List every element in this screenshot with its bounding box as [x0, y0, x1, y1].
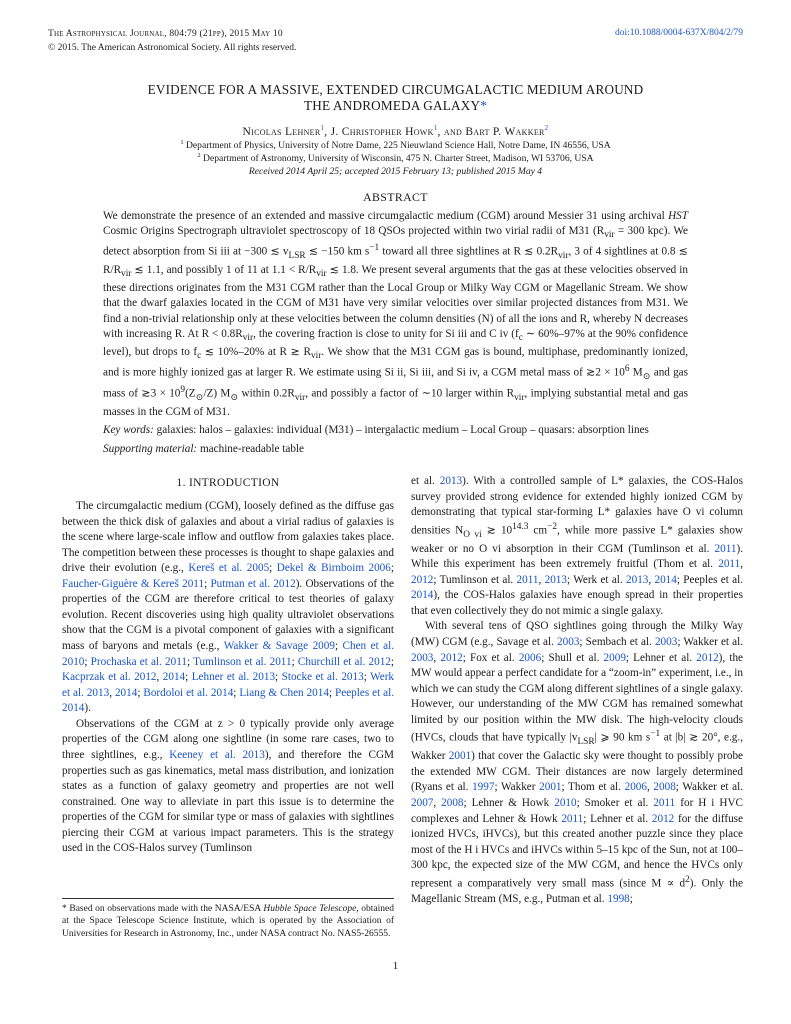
abstract-sub: vir [558, 251, 569, 262]
abstract-sup: 9 [180, 384, 186, 395]
body-text: cm [528, 524, 548, 537]
citation-separator: ; Sembach et al. [579, 635, 655, 648]
citation-separator: ; Werk et al. [566, 573, 626, 586]
title-footnote-marker[interactable]: * [480, 98, 487, 114]
citation-link[interactable]: 2011 [561, 812, 584, 825]
abstract-text: ≲ −150 km s [305, 246, 370, 259]
section-heading: 1. INTRODUCTION [176, 477, 280, 489]
publication-dates: Received 2014 April 25; accepted 2015 February 13; published 2015 May 4 [248, 165, 543, 177]
body-text: The circumgalactic medium (CGM), loosely defined as the diffuse gas between the thick disk of galaxies and about a virial radius of galaxies is the scene where large-scale inflow and outflow from galaxies takes place. The competition between these processes is thought to shape galaxies and drive their evolution (e.g., [62, 499, 394, 575]
body-text: ; [629, 893, 633, 906]
citation-link[interactable]: Wakker & Savage 2009 [223, 640, 335, 653]
citation-separator: ; [291, 655, 298, 668]
footnote-body: Based on observations made with the NASA/ESA [66, 904, 264, 914]
author-separator: , [324, 125, 331, 138]
citation-link[interactable]: 2010 [554, 796, 577, 809]
abstract-sub: vir [121, 269, 132, 280]
citation-separator: , [538, 573, 545, 586]
citation-separator: ; [363, 671, 371, 684]
citation-link[interactable]: 2012 [651, 812, 675, 825]
citation-link[interactable]: Kereš et al. 2005 [188, 562, 270, 575]
citation-separator: ; [275, 671, 282, 684]
citation-separator: ; Fox et al. [462, 651, 519, 664]
body-text: , while more passive L* galaxies show weaker or no O vi absorption in their CGM (Tumlinson et al. [411, 524, 744, 555]
citation-link[interactable]: Stocke et al. 2013 [281, 671, 364, 684]
citation-separator: , [433, 796, 442, 809]
body-paragraph [411, 619, 743, 907]
body-text: ) that cover the Galactic sky were thought to possibly probe the extended MW CGM. Their distances are now largely determined (Ryans et al. [411, 750, 743, 794]
citation-separator: ; [204, 577, 211, 590]
citation-link[interactable]: 1998 [607, 893, 630, 906]
abstract-sup: 6 [624, 364, 630, 375]
abstract-text: . We show that the M31 CGM gas is bound, multiphase, predominantly ionized, and is more highly ionized gas at larger R. We estimate using Si ii, Si iii, and Si iv, a CGM metal mass of ≳2 × 10 [103, 346, 688, 379]
citation-separator: ; [328, 686, 335, 699]
body-paragraph [62, 499, 394, 717]
body-text: ). With a controlled sample of L* galaxies, the COS-Halos survey provided strong evidence for extended highly ionized CGM by demonstrating that typical star-forming L* galaxies have O vi column densities N [411, 475, 743, 537]
affiliation-number: 1 [180, 139, 184, 146]
body-paragraph [411, 474, 743, 619]
footnote-text [62, 903, 394, 940]
citation-separator: ; [185, 671, 192, 684]
abstract-text: , and possibly a factor of ∼10 larger within R [305, 387, 515, 400]
abstract-text: We demonstrate the presence of an extended and massive circumgalactic medium (CGM) around Messier 31 using archival [103, 210, 669, 222]
abstract-paragraph [103, 209, 688, 420]
citation-separator: ; Wakker et al. [677, 635, 744, 648]
body-text: ), the COS-Halos galaxies have enough spread in their properties that even collectively they do not mimic a single galaxy. [411, 589, 743, 617]
citation-separator: ; Shull et al. [541, 651, 604, 664]
citation-separator: ; [187, 655, 194, 668]
citation-link[interactable]: 2006 [624, 781, 647, 794]
citation-separator: , [648, 573, 655, 586]
title-line-2 [60, 98, 731, 114]
affiliation-marker[interactable]: 2 [544, 124, 549, 132]
citation-link[interactable]: 2012 [411, 573, 434, 586]
abstract-text: ≲ 1.1, and possibly 1 of 11 at 1.1 < R/R [131, 264, 317, 277]
supporting-material-link[interactable]: machine-readable table [197, 443, 305, 456]
citation-link[interactable]: Prochaska et al. 2011 [90, 655, 188, 668]
citation-link[interactable]: 2003 [411, 651, 434, 664]
abstract-sub: vir [242, 333, 254, 344]
affiliation-text: Department of Physics, University of Notre Dame, 225 Nieuwland Science Hall, Notre Dame, IN 46556, USA [185, 140, 611, 152]
citation-separator: ; Smoker et al. [576, 796, 654, 809]
citation-separator: ; Lehner et al. [583, 812, 652, 825]
abstract-text: within 0.2R [238, 387, 295, 400]
body-text: ). Only the Magellanic Stream (MS, e.g., Putman et al. [411, 877, 743, 906]
paper-title [60, 82, 731, 114]
supporting-material [103, 442, 688, 457]
body-sup: 14.3 [512, 521, 529, 532]
journal-citation: The Astrophysical Journal, 804:79 (21pp), 2015 May 10 [48, 29, 283, 39]
keywords-label: Key words: [103, 423, 154, 436]
abstract-text: (Z [185, 387, 196, 400]
abstract-text: ≲ 1.8. We present several arguments that the gas at these velocities observed in these directions originates from the M31 CGM rather than the Local Group or Milky Way CGM or Magellanic Stream. We show that the dwarf galaxies located in the CGM of M31 have very similar velocities over similar projected distances from M31. We find a non-trivial relationship only at these velocities between the column densities (N) of all the ions and R, whereby N decreases with increasing R. At R < 0.8R [103, 264, 688, 341]
body-sup: −2 [547, 521, 558, 532]
citation-link[interactable]: Faucher-Giguère & Kereš 2011 [62, 577, 205, 590]
abstract-text: Cosmic Origins Spectrograph ultraviolet spectroscopy of 18 QSOs projected within two virial radii of M31 (R [103, 225, 605, 238]
citation-link[interactable]: 1997 [472, 781, 495, 794]
body-text: et al. [411, 475, 440, 487]
citation-separator: ; Tumlinson et al. [433, 573, 517, 586]
citation-link[interactable]: Liang & Chen 2014 [239, 686, 329, 699]
affiliation-number: 2 [197, 152, 201, 160]
citation-link[interactable]: 2013 [439, 475, 463, 487]
footnote [62, 898, 394, 940]
abstract-text: M [629, 366, 643, 379]
abstract-sub: vir [310, 351, 322, 362]
author-separator: , and [437, 125, 466, 138]
abstract-sub: c [197, 351, 202, 362]
abstract-sub: ⊙ [642, 372, 651, 383]
affiliation-marker[interactable]: 1 [320, 124, 325, 132]
author-name: Nicolas Lehner [242, 125, 321, 138]
citation-separator: ; Wakker et al. [675, 781, 744, 794]
abstract-text: , implying substantial metal and gas masses in the CGM of M31. [103, 387, 688, 418]
citation-separator: ; [84, 655, 91, 668]
copyright-notice: © 2015. The American Astronomical Society. All rights reserved. [48, 42, 297, 53]
abstract-heading: ABSTRACT [363, 190, 428, 204]
affiliation-1 [60, 139, 731, 152]
body-paragraph [62, 717, 394, 857]
citation-link[interactable]: 2014 [162, 671, 186, 684]
citation-separator: , [109, 686, 115, 699]
citation-separator: ; Peeples et al. [676, 573, 743, 586]
affiliation-text: Department of Astronomy, University of Wisconsin, 475 N. Charter Street, Madison, WI 53706, USA [203, 153, 594, 165]
citation-separator: ; Lehner & Howk [463, 796, 555, 809]
abstract-sub: c [518, 333, 523, 344]
supporting-material-label: Supporting material: [103, 443, 198, 456]
body-text: With several tens of QSO sightlines going through the Milky Way (MW) CGM (e.g., Savage et al. [411, 620, 743, 648]
citation-separator: ; [137, 686, 144, 699]
footnote-marker: * [62, 904, 67, 914]
abstract-sub: vir [514, 392, 525, 403]
page-number: 1 [392, 960, 399, 972]
citation-separator: ; Wakker [494, 781, 540, 794]
citation-link[interactable]: Churchill et al. 2012 [297, 655, 391, 668]
citation-link[interactable]: 2003 [557, 635, 580, 648]
abstract-sub: LSR [288, 251, 306, 262]
citation-link[interactable]: Lehner et al. 2013 [191, 671, 276, 684]
abstract-text: toward all three sightlines at R ≲ 0.2R [379, 246, 559, 259]
citation-link[interactable]: 2014 [654, 573, 677, 586]
body-text: ≳ 10 [481, 524, 513, 537]
abstract-sub: ⊙ [195, 392, 204, 403]
abstract-text: ≲ 10%–20% at R ≳ R [201, 346, 311, 359]
title-line-1: EVIDENCE FOR A MASSIVE, EXTENDED CIRCUMGALACTIC MEDIUM AROUND [147, 82, 644, 97]
citation-link[interactable]: 2011 [718, 558, 741, 571]
abstract-text: , 3 of 4 sightlines at 0.8 ≲ R/R [103, 246, 688, 277]
citation-link[interactable]: Kacprzak et al. 2012 [62, 671, 157, 684]
abstract-sub: vir [294, 392, 306, 403]
body-text: ), the MW would appear a perfect candidate for a “zoom-in” experiment, i.e., in which we can study the CGM along different sightlines of a single galaxy. However, our understanding of the MW CGM has remained somewhat limited by our position within the MW disk. The high-velocity clouds (HVCs, clouds that have typically |v [411, 651, 744, 745]
citation-link[interactable]: Bordoloi et al. 2014 [143, 686, 234, 699]
abstract-text: , the covering fraction is close to unity for Si iii and C iv (f [253, 328, 519, 341]
body-text: Observations of the CGM at z > 0 typically provide only average properties of the CGM along one sightline (in some rare cases, two to three sightlines, e.g., [62, 717, 394, 761]
body-text: ). [84, 702, 91, 715]
abstract-text: HST [668, 210, 688, 222]
citation-separator: ; Lehner et al. [625, 651, 697, 664]
citation-link[interactable]: 2008 [441, 796, 464, 809]
citation-link[interactable]: 2001 [448, 750, 472, 763]
abstract-body [103, 209, 688, 458]
body-sup: −1 [650, 729, 661, 740]
abstract-sub: ⊙ [230, 392, 239, 403]
affiliation-2 [60, 152, 731, 165]
citation-link[interactable]: 2008 [653, 781, 676, 794]
body-text: at |b| ≳ 20°, e.g., Wakker [411, 732, 743, 763]
abstract-text: ∼ 60%–97% at the 90% confidence level), but drops to f [103, 328, 688, 359]
citation-link[interactable]: 2003 [654, 635, 678, 648]
citation-separator: ; [334, 640, 343, 653]
affiliation-marker[interactable]: 1 [433, 124, 438, 132]
citation-link[interactable]: 2011 [516, 573, 539, 586]
author-list [60, 124, 731, 138]
citation-link[interactable]: 2011 [653, 796, 676, 809]
citation-link[interactable]: Werk et al. 2013 [62, 671, 395, 699]
body-text: ). While this experiment has been extremely fruitful (Thom et al. [411, 542, 743, 571]
citation-link[interactable]: Chen et al. 2010 [62, 640, 395, 668]
citation-separator: ; [269, 562, 277, 575]
citation-link[interactable]: Keeney et al. 2013 [169, 748, 265, 761]
citation-separator: , [740, 558, 743, 571]
citation-link[interactable]: 2012 [440, 651, 463, 664]
citation-link[interactable]: 2006 [518, 651, 542, 664]
citation-separator: ; [233, 686, 240, 699]
citation-separator: , [433, 651, 441, 664]
citation-link[interactable]: 2009 [603, 651, 626, 664]
affiliations [60, 139, 731, 178]
citation-link[interactable]: 2011 [714, 542, 737, 555]
right-column [411, 474, 743, 908]
abstract-text: and gas mass of ≳3 × 10 [103, 366, 688, 400]
body-text: ), and therefore the CGM properties such as gas kinematics, metal mass distribution, and ionization states as a function of galaxy geometry and properties are not well constrained. One way to alleviate in part this issue is to determine the properties of the CGM for similar type or mass of galaxies with sightlines piercing their CGM at various impact parameters. This is the strategy used in the COS-Halos survey (Tumlinson [62, 748, 395, 855]
citation-separator: ; [390, 655, 395, 668]
keywords [103, 423, 688, 438]
abstract-text: /Z) M [203, 387, 231, 400]
abstract-sub: vir [316, 269, 327, 280]
doi-link[interactable]: doi:10.1088/0004-637X/804/2/79 [615, 28, 743, 38]
citation-link[interactable]: Peeples et al. 2014 [62, 686, 394, 715]
citation-link[interactable]: 2013 [626, 573, 649, 586]
citation-link[interactable]: 2014 [114, 686, 138, 699]
keywords-text: galaxies: halos – galaxies: individual (M31) – intergalactic medium – Local Group – quasars: absorption lines [153, 423, 649, 436]
body-text: ). Observations of the properties of the CGM are therefore critical to test theories of galaxy evolution. Recent discoveries using high quality ultraviolet observations show that the CGM is a pivotal component of galaxies with a significant mass of baryons and metals (e.g., [62, 577, 394, 653]
title-line-2-text: THE ANDROMEDA GALAXY [304, 98, 481, 114]
citation-link[interactable]: 2001 [539, 781, 562, 794]
citation-separator: , [156, 671, 163, 684]
citation-link[interactable]: Putman et al. 2012 [210, 577, 296, 590]
citation-link[interactable]: Tumlinson et al. 2011 [193, 655, 292, 668]
body-text: | ⩾ 90 km s [594, 732, 651, 745]
running-header [48, 28, 296, 56]
citation-link[interactable]: Dekel & Birnboim 2006 [276, 562, 391, 575]
body-text: for the diffuse ionized HVCs, iHVCs), but this created another puzzle since they place most of the H i HVCs and iHVCs within 5–15 kpc of the Sun, not at 100–300 kpc, the expected size of the MW CGM, and hence the HVCs only represent a comparatively very small mass (since M ∝ d [411, 812, 743, 890]
citation-separator: , [646, 781, 654, 794]
left-column [62, 476, 394, 857]
citation-separator: ; [390, 562, 394, 575]
body-sub: LSR [577, 737, 595, 748]
footnote-body: Hubble Space Telescope [263, 904, 357, 914]
abstract-sup: −1 [369, 243, 380, 254]
author-name: J. Christopher Howk [330, 125, 434, 138]
abstract-text: = 300 kpc). We detect absorption from Si iii at −300 ≲ v [103, 225, 688, 259]
citation-link[interactable]: 2007 [411, 796, 434, 809]
body-sup: 2 [685, 874, 690, 885]
body-sub: O vi [463, 529, 482, 540]
citation-link[interactable]: 2013 [544, 573, 567, 586]
author-name: Bart P. Wakker [465, 125, 545, 138]
citation-link[interactable]: 2012 [696, 651, 719, 664]
citation-separator: ; Thom et al. [561, 781, 625, 794]
abstract-sub: vir [604, 230, 615, 241]
citation-link[interactable]: 2014 [411, 589, 434, 602]
footnote-body: , obtained at the Space Telescope Science Institute, which is operated by the Association of Universities for Research in Astronomy, Inc., under NASA contract No. NAS5-26555. [62, 904, 395, 939]
body-text: for H i HVC complexes and Lehner & Howk [411, 796, 743, 825]
